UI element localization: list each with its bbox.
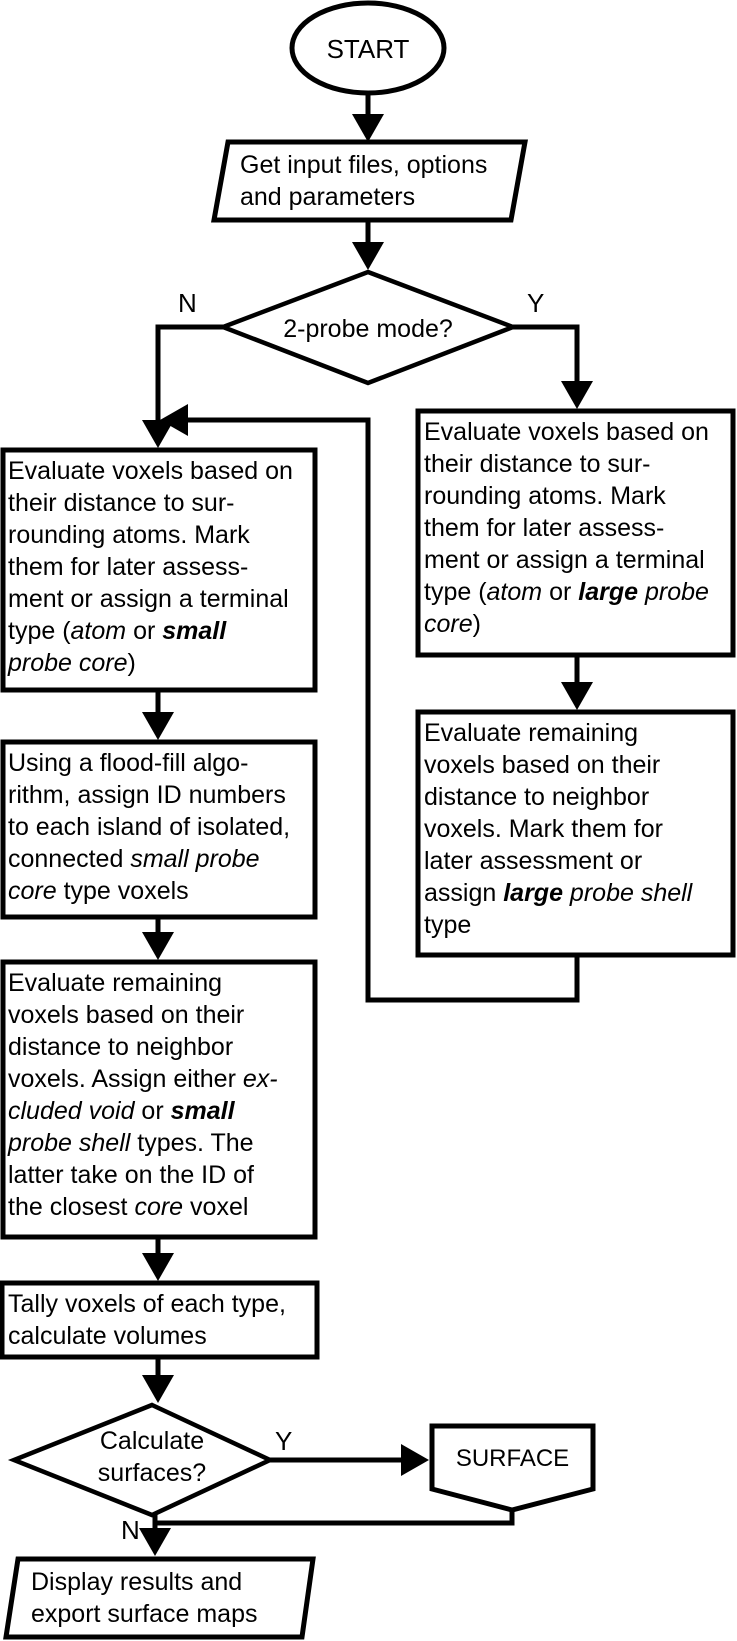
arrowhead-down-icon bbox=[142, 932, 174, 960]
process-eval-remaining-small-text: Evaluate remaining voxels based on their distance to neighbor voxels. Assign either ex- cluded void or small probe shell types. The latter take on the ID of the closest core voxel bbox=[8, 969, 278, 1221]
arrowhead-down-icon bbox=[142, 1375, 174, 1403]
offpage-connector-surface-label: SURFACE bbox=[455, 1445, 570, 1472]
process-eval-voxels-large-text: Evaluate voxels based on their distance to sur- rounding atoms. Mark them for later assess- ment or assign a terminal type (atom or large probe core) bbox=[424, 418, 709, 638]
arrowhead-down-icon bbox=[142, 1253, 174, 1281]
branch-label-no: N bbox=[121, 1515, 140, 1545]
connector-decision1-no bbox=[158, 327, 223, 428]
process-tally-text: Tally voxels of each type, calculate volumes bbox=[8, 1290, 286, 1350]
branch-label-yes: Y bbox=[275, 1426, 293, 1456]
branch-label-yes: Y bbox=[527, 288, 545, 318]
connector-decision1-yes bbox=[513, 327, 577, 388]
arrowhead-down-icon bbox=[352, 114, 384, 142]
branch-label-no: N bbox=[178, 288, 197, 318]
arrowhead-right-icon bbox=[401, 1444, 429, 1476]
process-eval-remaining-large-text: Evaluate remaining voxels based on their distance to neighbor voxels. Mark them for later assessment or assign large probe shell type bbox=[424, 719, 693, 939]
process-eval-voxels-small-text: Evaluate voxels based on their distance to sur- rounding atoms. Mark them for later assess- ment or assign a terminal type (atom or small probe core) bbox=[8, 457, 293, 677]
arrowhead-down-icon bbox=[561, 682, 593, 710]
arrowhead-down-icon bbox=[142, 712, 174, 740]
decision-two-probe-label: 2-probe mode? bbox=[283, 315, 453, 343]
arrowhead-down-icon bbox=[139, 1528, 171, 1556]
connector-surface-return bbox=[155, 1510, 512, 1523]
decision-calc-surfaces-text: Calculate surfaces? bbox=[97, 1427, 207, 1487]
arrowhead-down-icon bbox=[561, 381, 593, 409]
process-flood-fill-text: Using a flood-fill algo- rithm, assign ID numbers to each island of isolated, connected small probe core type voxels bbox=[8, 749, 291, 905]
io-get-input-text: Get input files, options and parameters bbox=[240, 151, 488, 211]
arrowhead-down-icon bbox=[352, 242, 384, 270]
terminator-start-label: START bbox=[326, 34, 410, 64]
io-display-results-text: Display results and export surface maps bbox=[31, 1568, 258, 1628]
